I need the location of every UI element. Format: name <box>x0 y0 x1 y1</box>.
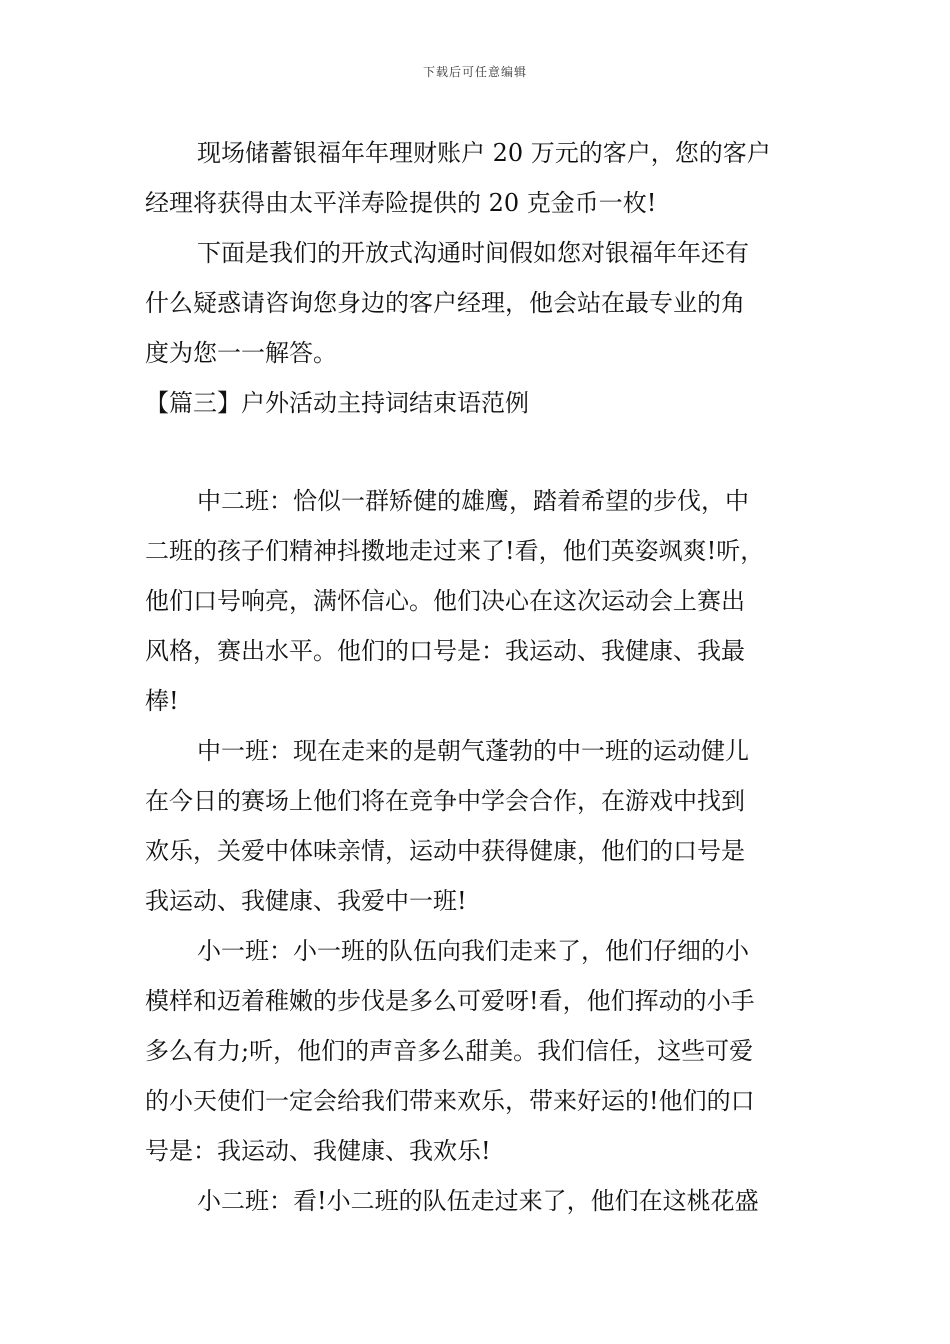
paragraph-line: 我运动、我健康、我爱中一班! <box>145 887 467 915</box>
paragraph-line: 在今日的赛场上他们将在竞争中学会合作，在游戏中找到 <box>145 787 745 815</box>
paragraph-line: 号是：我运动、我健康、我欢乐! <box>145 1137 491 1165</box>
paragraph-line: 他们口号响亮，满怀信心。他们决心在这次运动会上赛出 <box>145 587 745 615</box>
page-header: 下载后可任意编辑 <box>422 65 527 79</box>
paragraph-line: 度为您一一解答。 <box>145 339 337 367</box>
paragraph-line: 经理将获得由太平洋寿险提供的 20 克金币一枚! <box>145 189 657 217</box>
paragraph-line: 中二班：恰似一群矫健的雄鹰，踏着希望的步伐，中 <box>197 487 749 515</box>
paragraph-line: 二班的孩子们精神抖擞地走过来了!看，他们英姿飒爽!听， <box>145 537 765 565</box>
paragraph-line: 现场储蓄银福年年理财账户 20 万元的客户，您的客户 <box>197 139 771 167</box>
blank-line <box>145 428 810 476</box>
paragraph-line: 风格，赛出水平。他们的口号是：我运动、我健康、我最 <box>145 637 745 665</box>
paragraph-line: 欢乐，关爱中体味亲情，运动中获得健康，他们的口号是 <box>145 837 745 865</box>
paragraph-line: 下面是我们的开放式沟通时间假如您对银福年年还有 <box>197 239 749 267</box>
paragraph-line: 什么疑惑请咨询您身边的客户经理，他会站在最专业的角 <box>145 289 745 317</box>
paragraph-line: 棒! <box>145 687 179 715</box>
paragraph-line: 中一班：现在走来的是朝气蓬勃的中一班的运动健儿 <box>197 737 749 765</box>
document-body <box>145 128 810 1226</box>
paragraph-line: 小二班：看!小二班的队伍走过来了，他们在这桃花盛 <box>197 1187 759 1215</box>
paragraph-line: 模样和迈着稚嫩的步伐是多么可爱呀!看，他们挥动的小手 <box>145 987 755 1015</box>
section-heading: 【篇三】户外活动主持词结束语范例 <box>145 389 529 417</box>
paragraph-line: 多么有力;听，他们的声音多么甜美。我们信任，这些可爱 <box>145 1037 754 1065</box>
paragraph-line: 的小天使们一定会给我们带来欢乐，带来好运的!他们的口 <box>145 1087 755 1115</box>
paragraph-line: 小一班：小一班的队伍向我们走来了，他们仔细的小 <box>197 937 749 965</box>
